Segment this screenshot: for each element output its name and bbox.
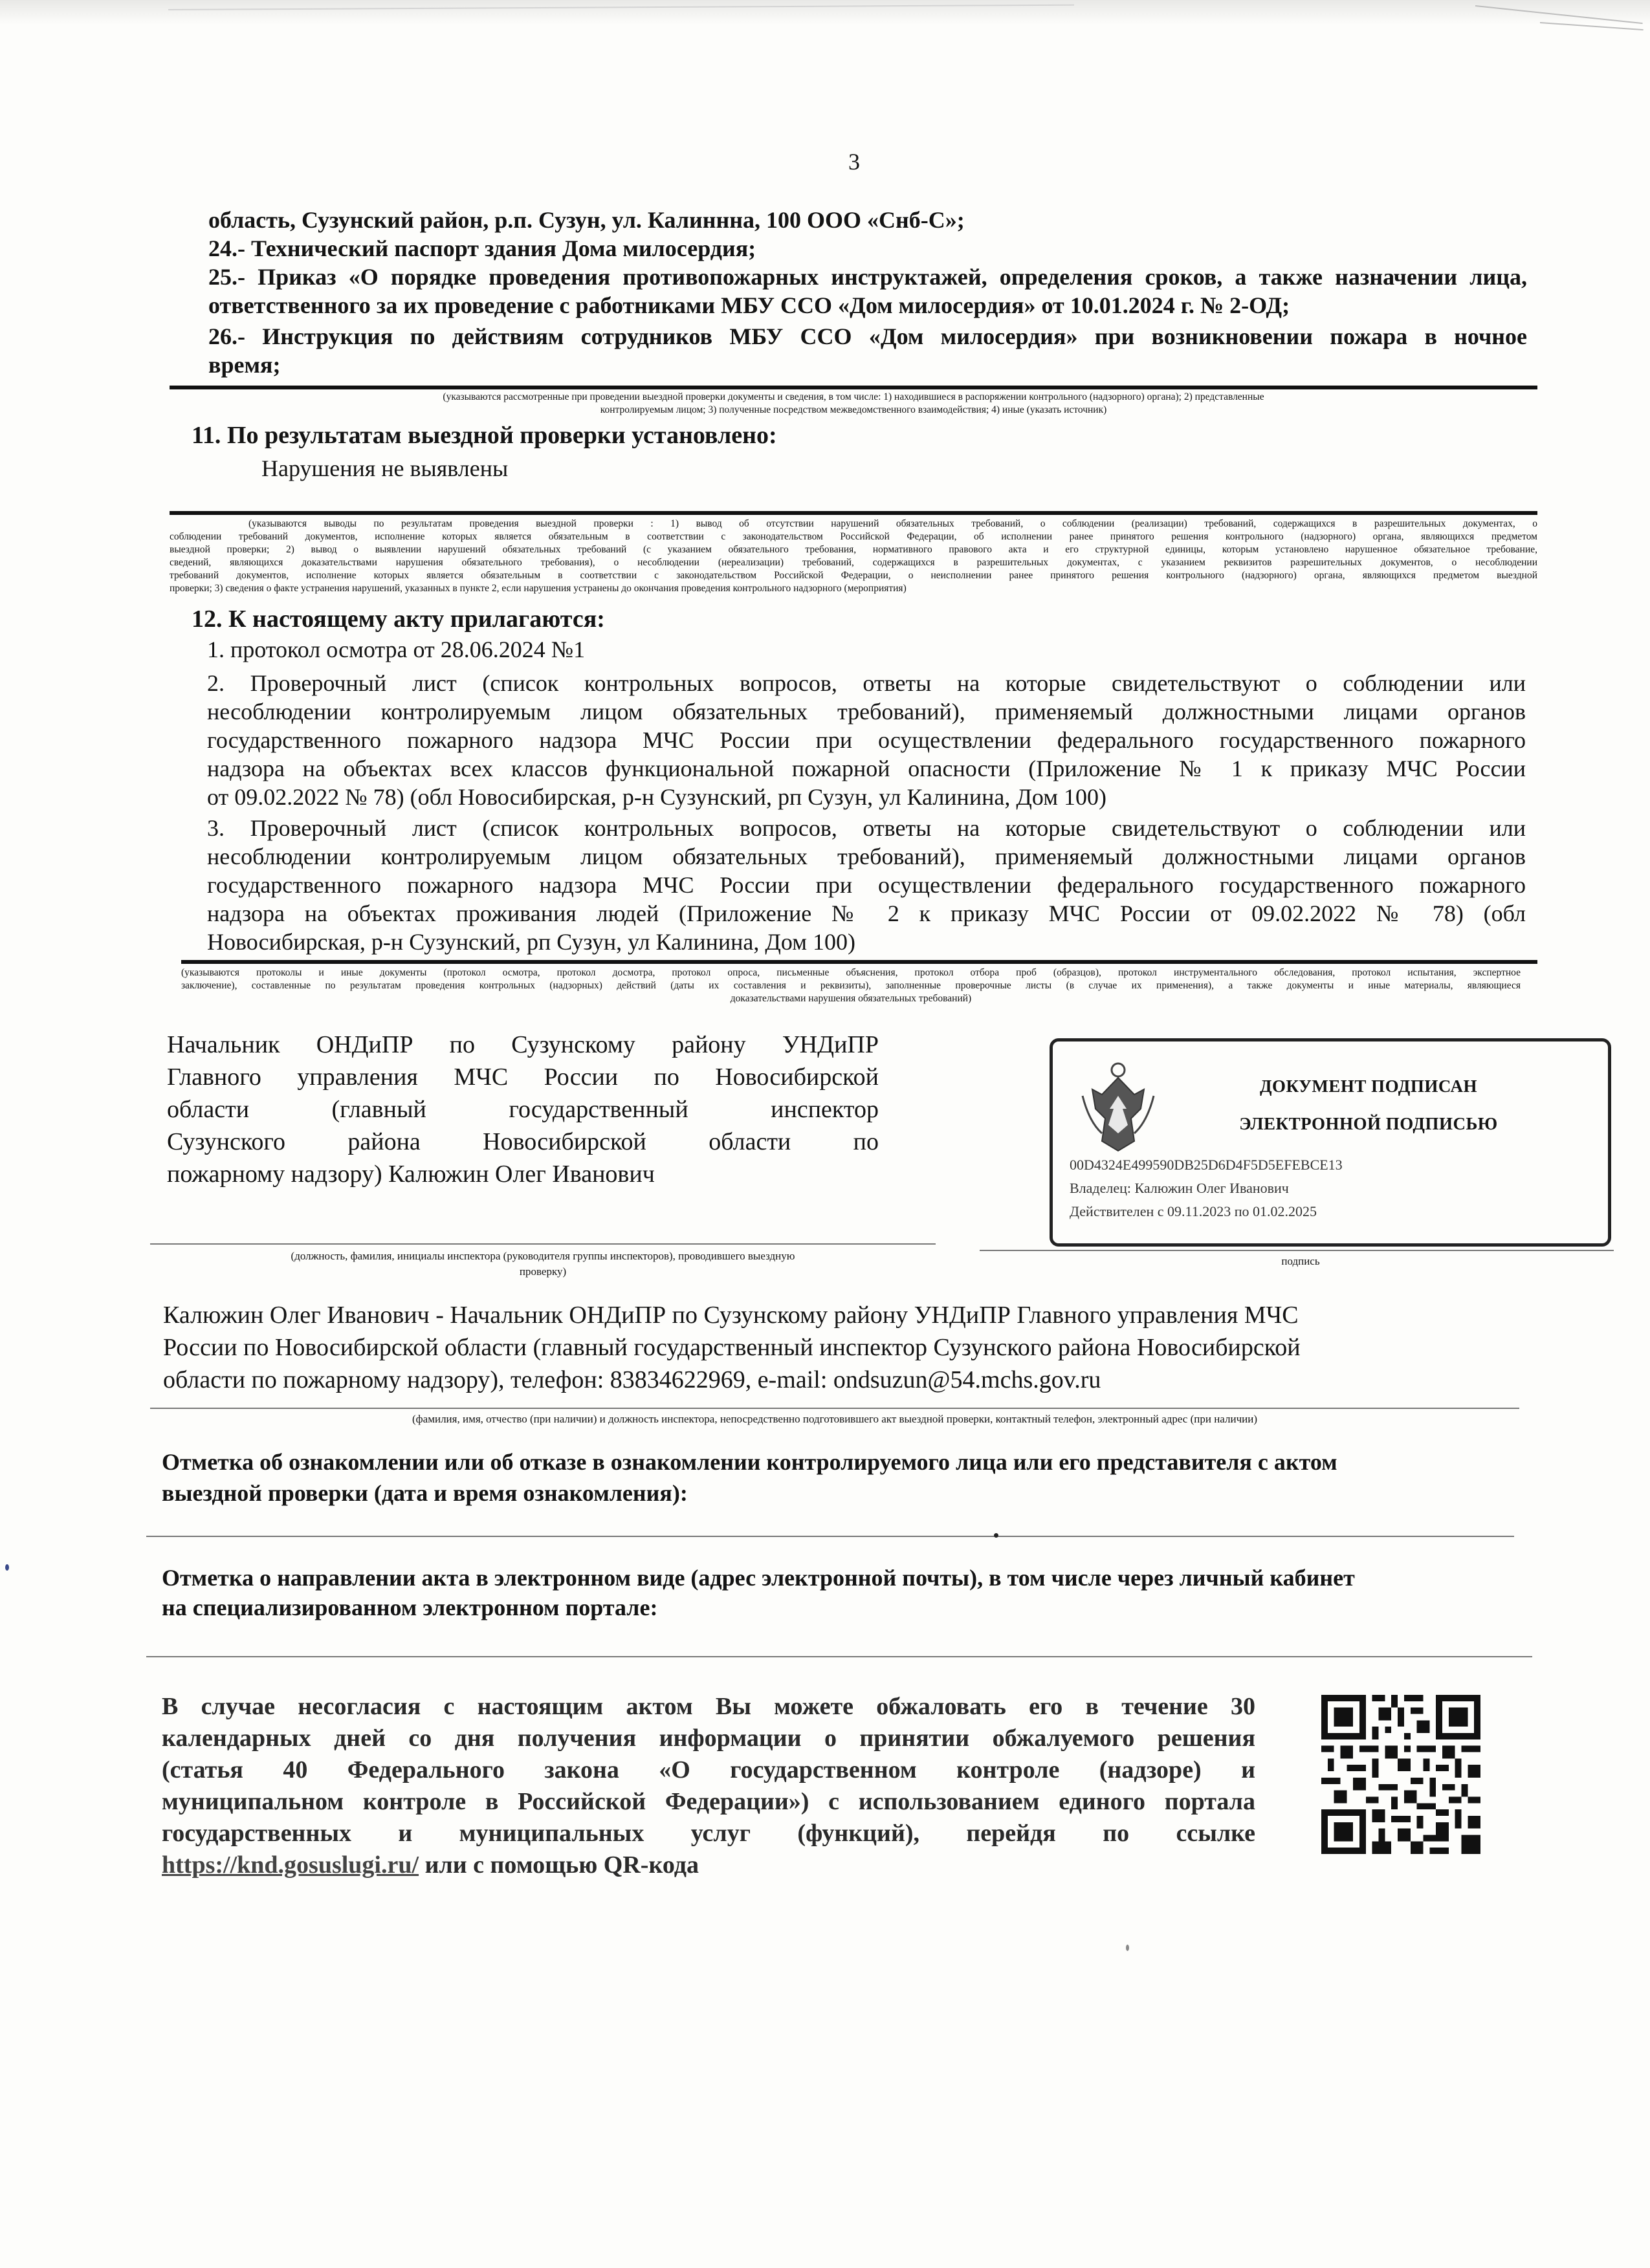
list-item: 26.- Инструкция по действиям сотрудников МБУ ССО «Дом милосердия» при возникновении пожара в ночное [208, 323, 1527, 349]
signature-line [150, 1243, 936, 1245]
stamp-title: ДОКУМЕНТ ПОДПИСАН ЭЛЕКТРОННОЙ ПОДПИСЬЮ [1239, 1076, 1498, 1133]
signer-block: Начальник ОНДиПР по Сузунскому району УНДиПР Главного управления МЧС России по Новосибирской области (главный государственный инспектор Сузунского района Новосибирской области по пожарному надзору) Калюжин Олег Иванович [167, 1031, 879, 1188]
stamp-validity: Действителен с 09.11.2023 по 01.02.2025 [1070, 1203, 1317, 1219]
fill-in-line[interactable] [146, 1656, 1532, 1657]
caption: (фамилия, имя, отчество (при наличии) и должность инспектора, непосредственно подготовившего акт выездной проверки, контактный телефон, электронный адрес (при наличии) [412, 1413, 1257, 1425]
attachment-item: несоблюдении контролируемым лицом обязательных требований), применяемый должностными лицами органов [207, 699, 1526, 725]
page-number: 3 [848, 149, 860, 175]
qr-code[interactable] [1321, 1695, 1480, 1854]
section-11-heading: 11. По результатам выездной проверки установлено: [192, 422, 777, 449]
caption: (указываются рассмотренные при проведении выездной проверки документы и сведения, в том числе: 1) находившиеся в распоряжении контрольного (надзорного) органа); 2) представленные [443, 391, 1264, 402]
list-item: 24.- Технический паспорт здания Дома милосердия; [208, 235, 756, 261]
ink-dot [5, 1564, 9, 1571]
attachment-item: Новосибирская, р-н Сузунский, рп Сузун, ул Калинина, Дом 100) [207, 929, 856, 955]
divider [170, 386, 1537, 389]
attachment-item: от 09.02.2022 № 78) (обл Новосибирская, р-н Сузунский, рп Сузун, ул Калинина, Дом 100) [207, 784, 1106, 810]
electronic-mark: Отметка о направлении акта в электронном виде (адрес электронной почты), в том числе через личный кабинет на специализированном электронном портале: [162, 1565, 1355, 1620]
attachment-item: 2. Проверочный лист (список контрольных вопросов, ответы на которые свидетельствуют о соблюдении или [207, 670, 1526, 696]
gosuslugi-link[interactable]: https://knd.gosuslugi.ru/ [162, 1851, 419, 1879]
mchs-emblem-icon [1076, 1057, 1160, 1154]
attachment-item: несоблюдении контролируемым лицом обязательных требований), применяемый должностными лицами органов [207, 844, 1526, 869]
list-item: 25.- Приказ «О порядке проведения противопожарных инструктажей, определения сроков, а также назначении лица, [208, 264, 1527, 290]
list-item: время; [208, 352, 281, 378]
attachment-item: 3. Проверочный лист (список контрольных вопросов, ответы на которые свидетельствуют о соблюдении или [207, 815, 1526, 841]
scan-speck [1126, 1945, 1129, 1951]
caption: (указываются выводы по результатам проведения выездной проверки : 1) вывод об отсутствии нарушений обязательных требований, о соблюдении (реализации) требований, содержащихся в разрешительных документах, о соблюдении требований документов, исполнение которых является обязательным в соответствии с законодательством Российской Федерации, об исполнении ранее принятого решения контрольного (надзорного) органа, являющихся предметом выездной проверки; 2) вывод о выявлении нарушений обязательных требований (с указанием обязательного требования, нормативного правового акта и его структурной единицы, которым установлено нарушенное обязательное требование, сведений, являющихся доказательствами нарушения обязательного требования), о несоблюдении (нереализации) требований, содержащихся в разрешительных документах, с указанием реквизитов разрешительных документов, о несоблюдении требований документов, исполнение которых является обязательным в соответствии с законодательством Российской Федерации, о неисполнении ранее принятого решения контрольного (надзорного) органа, являющихся предметом выездной проверки; 3) сведения о факте устранения нарушений, указанных в пункте 2, если нарушения устранены до окончания проведения контрольного надзорного (мероприятия) [170, 518, 1537, 594]
preparer-block: Калюжин Олег Иванович - Начальник ОНДиПР по Сузунскому району УНДиПР Главного управления МЧС России по Новосибирской области (главный государственный инспектор Сузунского района Новосибирской области по пожарному надзору), телефон: 83834622969, e-mail: ondsuzun@54.mchs.gov.ru [163, 1302, 1301, 1393]
appeal-notice: В случае несогласия с настоящим актом Вы можете обжаловать его в течение 30 календарных дней со дня получения информации о принятии обжалуемого решения (статья 40 Федерального закона «О государственном контроле (надзоре) и муниципальном контроле в Российской Федерации») с использованием единого портала государственных и муниципальных услуг (функций), перейдя по ссылке https://knd.gosuslugi.ru/ или с помощью QR-кода [162, 1693, 1255, 1879]
stamp-serial: 00D4324E499590DB25D6D4F5D5EFEBCE13 [1070, 1157, 1343, 1173]
divider [150, 1408, 1519, 1409]
acquaint-mark: Отметка об ознакомлении или об отказе в ознакомлении контролируемого лица или его представителя с актом выездной проверки (дата и время ознакомления): [162, 1449, 1337, 1506]
stamp-owner: Владелец: Калюжин Олег Иванович [1070, 1180, 1289, 1196]
attachment-item: 1. протокол осмотра от 28.06.2024 №1 [207, 637, 586, 662]
list-item: область, Сузунский район, р.п. Сузун, ул. Калиннна, 100 ООО «Снб-С»; [208, 207, 965, 233]
caption: (должность, фамилия, инициалы инспектора (руководителя группы инспекторов), проводившего выездную проверку) [291, 1250, 795, 1278]
section-12-heading: 12. К настоящему акту прилагаются: [192, 605, 605, 633]
attachment-item: государственного пожарного надзора МЧС России при осуществлении федерального государственного пожарного [207, 727, 1526, 753]
signature-line [980, 1250, 1614, 1251]
section-11-result: Нарушения не выявлены [261, 455, 509, 481]
list-item: ответственного за их проведение с работниками МБУ ССО «Дом милосердия» от 10.01.2024 г. № 2-ОД; [208, 292, 1290, 318]
attachment-item: надзора на объектах всех классов функциональной пожарной опасности (Приложение № 1 к приказу МЧС России [207, 756, 1526, 781]
attachment-item: надзора на объектах проживания людей (Приложение № 2 к приказу МЧС России от 09.02.2022 № 78) (обл [207, 900, 1526, 926]
caption: (указываются протоколы и иные документы (протокол осмотра, протокол досмотра, протокол опроса, письменные объяснения, протокол отбора проб (образцов), протокол инструментального обследования, протокол испытания, экспертное заключение), составленные по результатам проведения контрольных (надзорных) действий (даты их составления и реквизиты), заполненные проверочные листы (в случае их применения), а также документы и иные материалы, являющиеся доказательствами нарушения обязательных требований) [181, 967, 1521, 1004]
caption: контролируемым лицом; 3) полученные посредством межведомственного взаимодействия; 4) иные (указать источник) [600, 404, 1107, 415]
fill-in-line[interactable] [146, 1536, 1514, 1537]
ink-dot [994, 1533, 998, 1538]
scan-edge [0, 0, 1650, 25]
divider [170, 511, 1537, 515]
e-signature-stamp [1050, 1038, 1611, 1247]
attachment-item: государственного пожарного надзора МЧС России при осуществлении федерального государственного пожарного [207, 872, 1526, 898]
sign-caption: подпись [1281, 1255, 1320, 1267]
divider [181, 960, 1537, 964]
